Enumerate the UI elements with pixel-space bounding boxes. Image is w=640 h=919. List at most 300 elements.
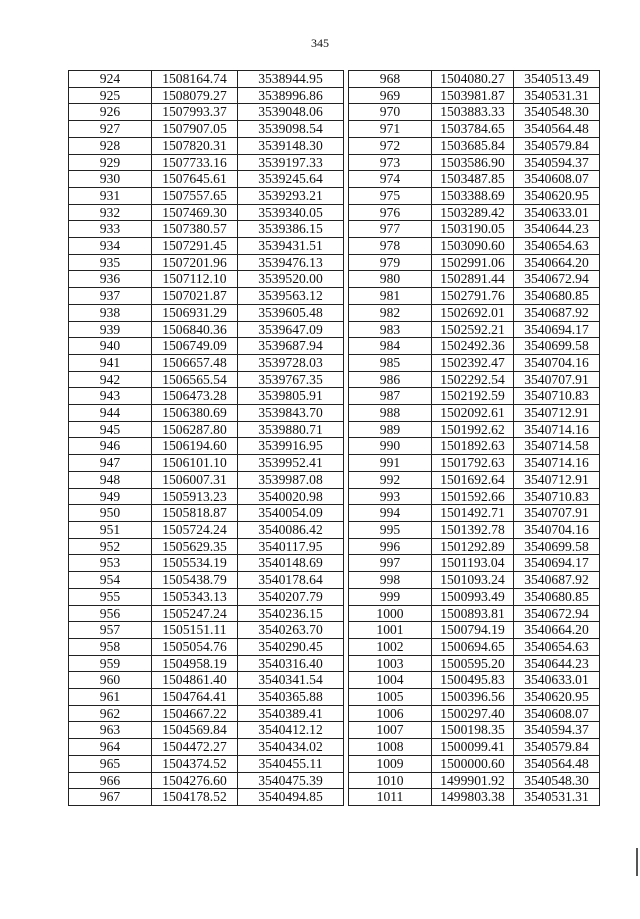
y-coordinate-cell: 3539605.48 (238, 304, 344, 321)
table-row (69, 555, 344, 572)
point-number-cell: 989 (349, 421, 432, 438)
point-number-cell: 995 (349, 521, 432, 538)
y-coordinate-cell: 3539647.09 (238, 321, 344, 338)
y-coordinate-cell: 3540699.58 (514, 538, 600, 555)
point-number-cell: 1007 (349, 722, 432, 739)
x-coordinate-cell: 1501492.71 (432, 505, 514, 522)
table-row (349, 438, 600, 455)
x-coordinate-cell: 1505724.24 (152, 521, 238, 538)
point-number-cell: 928 (69, 137, 152, 154)
y-coordinate-cell: 3540654.63 (514, 638, 600, 655)
y-coordinate-cell: 3540086.42 (238, 521, 344, 538)
x-coordinate-cell: 1506380.69 (152, 405, 238, 422)
table-row (69, 354, 344, 371)
x-coordinate-cell: 1506473.28 (152, 388, 238, 405)
table-row (69, 789, 344, 806)
x-coordinate-cell: 1500099.41 (432, 739, 514, 756)
x-coordinate-cell: 1507820.31 (152, 137, 238, 154)
table-row (349, 455, 600, 472)
x-coordinate-cell: 1507469.30 (152, 204, 238, 221)
point-number-cell: 951 (69, 521, 152, 538)
point-number-cell: 983 (349, 321, 432, 338)
x-coordinate-cell: 1503883.33 (432, 104, 514, 121)
table-row (69, 622, 344, 639)
point-number-cell: 997 (349, 555, 432, 572)
y-coordinate-cell: 3540710.83 (514, 488, 600, 505)
table-row (349, 705, 600, 722)
y-coordinate-cell: 3540564.48 (514, 755, 600, 772)
x-coordinate-cell: 1500297.40 (432, 705, 514, 722)
point-number-cell: 926 (69, 104, 152, 121)
y-coordinate-cell: 3539148.30 (238, 137, 344, 154)
x-coordinate-cell: 1503388.69 (432, 187, 514, 204)
y-coordinate-cell: 3540548.30 (514, 772, 600, 789)
point-number-cell: 1003 (349, 655, 432, 672)
point-number-cell: 932 (69, 204, 152, 221)
y-coordinate-cell: 3540710.83 (514, 388, 600, 405)
table-row (69, 538, 344, 555)
y-coordinate-cell: 3540633.01 (514, 672, 600, 689)
x-coordinate-cell: 1501592.66 (432, 488, 514, 505)
table-row (69, 338, 344, 355)
x-coordinate-cell: 1505629.35 (152, 538, 238, 555)
table-row (69, 772, 344, 789)
point-number-cell: 1000 (349, 605, 432, 622)
table-row (349, 421, 600, 438)
table-row (349, 538, 600, 555)
y-coordinate-cell: 3540694.17 (514, 555, 600, 572)
x-coordinate-cell: 1504472.27 (152, 739, 238, 756)
table-row (349, 689, 600, 706)
y-coordinate-cell: 3540704.16 (514, 354, 600, 371)
point-number-cell: 974 (349, 171, 432, 188)
table-row (69, 705, 344, 722)
y-coordinate-cell: 3540704.16 (514, 521, 600, 538)
x-coordinate-cell: 1507291.45 (152, 238, 238, 255)
y-coordinate-cell: 3539386.15 (238, 221, 344, 238)
x-coordinate-cell: 1500000.60 (432, 755, 514, 772)
point-number-cell: 933 (69, 221, 152, 238)
x-coordinate-cell: 1507907.05 (152, 121, 238, 138)
point-number-cell: 967 (69, 789, 152, 806)
y-coordinate-cell: 3539843.70 (238, 405, 344, 422)
y-coordinate-cell: 3540494.85 (238, 789, 344, 806)
table-row (69, 605, 344, 622)
table-row (349, 271, 600, 288)
x-coordinate-cell: 1502392.47 (432, 354, 514, 371)
table-row (349, 672, 600, 689)
x-coordinate-cell: 1506007.31 (152, 471, 238, 488)
point-number-cell: 954 (69, 572, 152, 589)
point-number-cell: 980 (349, 271, 432, 288)
table-row (349, 321, 600, 338)
y-coordinate-cell: 3539687.94 (238, 338, 344, 355)
x-coordinate-cell: 1502592.21 (432, 321, 514, 338)
point-number-cell: 965 (69, 755, 152, 772)
x-coordinate-cell: 1506287.80 (152, 421, 238, 438)
y-coordinate-cell: 3540694.17 (514, 321, 600, 338)
y-coordinate-cell: 3539098.54 (238, 121, 344, 138)
point-number-cell: 924 (69, 71, 152, 88)
y-coordinate-cell: 3540714.16 (514, 421, 600, 438)
x-coordinate-cell: 1502692.01 (432, 304, 514, 321)
point-number-cell: 961 (69, 689, 152, 706)
table-row (349, 722, 600, 739)
point-number-cell: 952 (69, 538, 152, 555)
point-number-cell: 960 (69, 672, 152, 689)
table-row (69, 238, 344, 255)
table-row (349, 638, 600, 655)
x-coordinate-cell: 1501992.62 (432, 421, 514, 438)
y-coordinate-cell: 3540672.94 (514, 271, 600, 288)
x-coordinate-cell: 1502492.36 (432, 338, 514, 355)
page-number: 345 (311, 36, 329, 50)
y-coordinate-cell: 3540412.12 (238, 722, 344, 739)
point-number-cell: 945 (69, 421, 152, 438)
table-row (69, 588, 344, 605)
table-row (69, 689, 344, 706)
y-coordinate-cell: 3540699.58 (514, 338, 600, 355)
x-coordinate-cell: 1501292.89 (432, 538, 514, 555)
x-coordinate-cell: 1501193.04 (432, 555, 514, 572)
y-coordinate-cell: 3540148.69 (238, 555, 344, 572)
point-number-cell: 975 (349, 187, 432, 204)
point-number-cell: 971 (349, 121, 432, 138)
point-number-cell: 950 (69, 505, 152, 522)
table-row (69, 371, 344, 388)
table-row (349, 304, 600, 321)
point-number-cell: 1002 (349, 638, 432, 655)
table-row (349, 254, 600, 271)
table-row (349, 288, 600, 305)
table-row (69, 187, 344, 204)
y-coordinate-cell: 3539245.64 (238, 171, 344, 188)
point-number-cell: 1004 (349, 672, 432, 689)
x-coordinate-cell: 1500794.19 (432, 622, 514, 639)
table-row (69, 505, 344, 522)
table-row (349, 521, 600, 538)
table-row (349, 739, 600, 756)
point-number-cell: 982 (349, 304, 432, 321)
y-coordinate-cell: 3540714.58 (514, 438, 600, 455)
y-coordinate-cell: 3539767.35 (238, 371, 344, 388)
x-coordinate-cell: 1504861.40 (152, 672, 238, 689)
y-coordinate-cell: 3539048.06 (238, 104, 344, 121)
table-row (349, 171, 600, 188)
point-number-cell: 957 (69, 622, 152, 639)
y-coordinate-cell: 3539293.21 (238, 187, 344, 204)
x-coordinate-cell: 1507380.57 (152, 221, 238, 238)
point-number-cell: 981 (349, 288, 432, 305)
table-row (349, 204, 600, 221)
table-row (349, 755, 600, 772)
y-coordinate-cell: 3540564.48 (514, 121, 600, 138)
y-coordinate-cell: 3539520.00 (238, 271, 344, 288)
table-row (349, 137, 600, 154)
point-number-cell: 941 (69, 354, 152, 371)
table-row (69, 321, 344, 338)
y-coordinate-cell: 3540579.84 (514, 137, 600, 154)
point-number-cell: 1010 (349, 772, 432, 789)
x-coordinate-cell: 1500595.20 (432, 655, 514, 672)
point-number-cell: 985 (349, 354, 432, 371)
point-number-cell: 955 (69, 588, 152, 605)
point-number-cell: 991 (349, 455, 432, 472)
table-row (69, 455, 344, 472)
x-coordinate-cell: 1502192.59 (432, 388, 514, 405)
x-coordinate-cell: 1503784.65 (432, 121, 514, 138)
y-coordinate-cell: 3540680.85 (514, 288, 600, 305)
point-number-cell: 973 (349, 154, 432, 171)
x-coordinate-cell: 1507557.65 (152, 187, 238, 204)
x-coordinate-cell: 1506194.60 (152, 438, 238, 455)
point-number-cell: 937 (69, 288, 152, 305)
y-coordinate-cell: 3540475.39 (238, 772, 344, 789)
x-coordinate-cell: 1508164.74 (152, 71, 238, 88)
table-row (349, 572, 600, 589)
point-number-cell: 964 (69, 739, 152, 756)
y-coordinate-cell: 3540672.94 (514, 605, 600, 622)
y-coordinate-cell: 3540020.98 (238, 488, 344, 505)
point-number-cell: 944 (69, 405, 152, 422)
y-coordinate-cell: 3540389.41 (238, 705, 344, 722)
x-coordinate-cell: 1502791.76 (432, 288, 514, 305)
x-coordinate-cell: 1499803.38 (432, 789, 514, 806)
coordinate-table-left (68, 70, 344, 806)
table-row (349, 605, 600, 622)
y-coordinate-cell: 3540207.79 (238, 588, 344, 605)
y-coordinate-cell: 3540608.07 (514, 171, 600, 188)
point-number-cell: 1009 (349, 755, 432, 772)
point-number-cell: 988 (349, 405, 432, 422)
table-row (349, 354, 600, 371)
x-coordinate-cell: 1504958.19 (152, 655, 238, 672)
y-coordinate-cell: 3540455.11 (238, 755, 344, 772)
table-row (349, 772, 600, 789)
y-coordinate-cell: 3538996.86 (238, 87, 344, 104)
x-coordinate-cell: 1505247.24 (152, 605, 238, 622)
point-number-cell: 968 (349, 71, 432, 88)
point-number-cell: 1011 (349, 789, 432, 806)
point-number-cell: 987 (349, 388, 432, 405)
y-coordinate-cell: 3540644.23 (514, 655, 600, 672)
point-number-cell: 976 (349, 204, 432, 221)
y-coordinate-cell: 3540117.95 (238, 538, 344, 555)
point-number-cell: 994 (349, 505, 432, 522)
x-coordinate-cell: 1506931.29 (152, 304, 238, 321)
table-row (69, 71, 344, 88)
x-coordinate-cell: 1503289.42 (432, 204, 514, 221)
y-coordinate-cell: 3540633.01 (514, 204, 600, 221)
x-coordinate-cell: 1500495.83 (432, 672, 514, 689)
y-coordinate-cell: 3540236.15 (238, 605, 344, 622)
y-coordinate-cell: 3540707.91 (514, 371, 600, 388)
point-number-cell: 931 (69, 187, 152, 204)
table-row (69, 672, 344, 689)
point-number-cell: 1006 (349, 705, 432, 722)
y-coordinate-cell: 3540434.02 (238, 739, 344, 756)
table-row (69, 572, 344, 589)
table-row (69, 405, 344, 422)
table-row (349, 71, 600, 88)
x-coordinate-cell: 1501692.64 (432, 471, 514, 488)
table-row (69, 87, 344, 104)
x-coordinate-cell: 1507645.61 (152, 171, 238, 188)
x-coordinate-cell: 1507112.10 (152, 271, 238, 288)
y-coordinate-cell: 3540687.92 (514, 304, 600, 321)
x-coordinate-cell: 1499901.92 (432, 772, 514, 789)
point-number-cell: 959 (69, 655, 152, 672)
y-coordinate-cell: 3540664.20 (514, 254, 600, 271)
table-row (69, 171, 344, 188)
x-coordinate-cell: 1508079.27 (152, 87, 238, 104)
y-coordinate-cell: 3540054.09 (238, 505, 344, 522)
point-number-cell: 947 (69, 455, 152, 472)
x-coordinate-cell: 1500396.56 (432, 689, 514, 706)
point-number-cell: 958 (69, 638, 152, 655)
y-coordinate-cell: 3539880.71 (238, 421, 344, 438)
table-row (69, 271, 344, 288)
y-coordinate-cell: 3540290.45 (238, 638, 344, 655)
x-coordinate-cell: 1501392.78 (432, 521, 514, 538)
y-coordinate-cell: 3539197.33 (238, 154, 344, 171)
table-row (349, 187, 600, 204)
x-coordinate-cell: 1505343.13 (152, 588, 238, 605)
point-number-cell: 1005 (349, 689, 432, 706)
table-row (69, 638, 344, 655)
y-coordinate-cell: 3540531.31 (514, 87, 600, 104)
x-coordinate-cell: 1504374.52 (152, 755, 238, 772)
y-coordinate-cell: 3539952.41 (238, 455, 344, 472)
y-coordinate-cell: 3539563.12 (238, 288, 344, 305)
point-number-cell: 946 (69, 438, 152, 455)
point-number-cell: 935 (69, 254, 152, 271)
x-coordinate-cell: 1507021.87 (152, 288, 238, 305)
table-row (349, 221, 600, 238)
coordinate-table-left-body (69, 71, 344, 806)
y-coordinate-cell: 3540594.37 (514, 722, 600, 739)
point-number-cell: 953 (69, 555, 152, 572)
point-number-cell: 969 (349, 87, 432, 104)
x-coordinate-cell: 1500694.65 (432, 638, 514, 655)
table-row (349, 388, 600, 405)
y-coordinate-cell: 3539916.95 (238, 438, 344, 455)
point-number-cell: 930 (69, 171, 152, 188)
table-row (69, 288, 344, 305)
table-row (349, 471, 600, 488)
table-row (69, 722, 344, 739)
x-coordinate-cell: 1505818.87 (152, 505, 238, 522)
y-coordinate-cell: 3539987.08 (238, 471, 344, 488)
x-coordinate-cell: 1504764.41 (152, 689, 238, 706)
point-number-cell: 963 (69, 722, 152, 739)
table-row (69, 755, 344, 772)
x-coordinate-cell: 1505151.11 (152, 622, 238, 639)
point-number-cell: 972 (349, 137, 432, 154)
table-row (69, 304, 344, 321)
x-coordinate-cell: 1507993.37 (152, 104, 238, 121)
y-coordinate-cell: 3540579.84 (514, 739, 600, 756)
point-number-cell: 956 (69, 605, 152, 622)
point-number-cell: 986 (349, 371, 432, 388)
y-coordinate-cell: 3539728.03 (238, 354, 344, 371)
point-number-cell: 938 (69, 304, 152, 321)
y-coordinate-cell: 3540365.88 (238, 689, 344, 706)
y-coordinate-cell: 3540687.92 (514, 572, 600, 589)
x-coordinate-cell: 1505438.79 (152, 572, 238, 589)
y-coordinate-cell: 3538944.95 (238, 71, 344, 88)
table-row (349, 238, 600, 255)
table-row (349, 371, 600, 388)
point-number-cell: 998 (349, 572, 432, 589)
table-row (349, 87, 600, 104)
point-number-cell: 936 (69, 271, 152, 288)
table-row (349, 655, 600, 672)
x-coordinate-cell: 1507201.96 (152, 254, 238, 271)
x-coordinate-cell: 1501892.63 (432, 438, 514, 455)
y-coordinate-cell: 3539805.91 (238, 388, 344, 405)
scan-edge-mark (636, 848, 638, 876)
point-number-cell: 949 (69, 488, 152, 505)
y-coordinate-cell: 3540620.95 (514, 187, 600, 204)
y-coordinate-cell: 3540664.20 (514, 622, 600, 639)
x-coordinate-cell: 1504276.60 (152, 772, 238, 789)
point-number-cell: 929 (69, 154, 152, 171)
table-row (349, 104, 600, 121)
y-coordinate-cell: 3540178.64 (238, 572, 344, 589)
table-row (349, 405, 600, 422)
point-number-cell: 992 (349, 471, 432, 488)
point-number-cell: 990 (349, 438, 432, 455)
table-row (69, 121, 344, 138)
x-coordinate-cell: 1504569.84 (152, 722, 238, 739)
table-row (349, 588, 600, 605)
point-number-cell: 943 (69, 388, 152, 405)
point-number-cell: 962 (69, 705, 152, 722)
x-coordinate-cell: 1506840.36 (152, 321, 238, 338)
table-row (69, 254, 344, 271)
point-number-cell: 948 (69, 471, 152, 488)
y-coordinate-cell: 3540316.40 (238, 655, 344, 672)
x-coordinate-cell: 1502092.61 (432, 405, 514, 422)
x-coordinate-cell: 1506101.10 (152, 455, 238, 472)
point-number-cell: 979 (349, 254, 432, 271)
y-coordinate-cell: 3539340.05 (238, 204, 344, 221)
x-coordinate-cell: 1505534.19 (152, 555, 238, 572)
y-coordinate-cell: 3540620.95 (514, 689, 600, 706)
x-coordinate-cell: 1503090.60 (432, 238, 514, 255)
point-number-cell: 940 (69, 338, 152, 355)
point-number-cell: 1001 (349, 622, 432, 639)
y-coordinate-cell: 3539431.51 (238, 238, 344, 255)
x-coordinate-cell: 1504178.52 (152, 789, 238, 806)
point-number-cell: 927 (69, 121, 152, 138)
point-number-cell: 999 (349, 588, 432, 605)
y-coordinate-cell: 3540341.54 (238, 672, 344, 689)
y-coordinate-cell: 3540680.85 (514, 588, 600, 605)
x-coordinate-cell: 1507733.16 (152, 154, 238, 171)
y-coordinate-cell: 3540712.91 (514, 405, 600, 422)
y-coordinate-cell: 3540531.31 (514, 789, 600, 806)
y-coordinate-cell: 3540548.30 (514, 104, 600, 121)
table-row (349, 121, 600, 138)
table-row (69, 739, 344, 756)
table-row (69, 521, 344, 538)
x-coordinate-cell: 1506749.09 (152, 338, 238, 355)
x-coordinate-cell: 1502891.44 (432, 271, 514, 288)
point-number-cell: 939 (69, 321, 152, 338)
table-row (69, 488, 344, 505)
